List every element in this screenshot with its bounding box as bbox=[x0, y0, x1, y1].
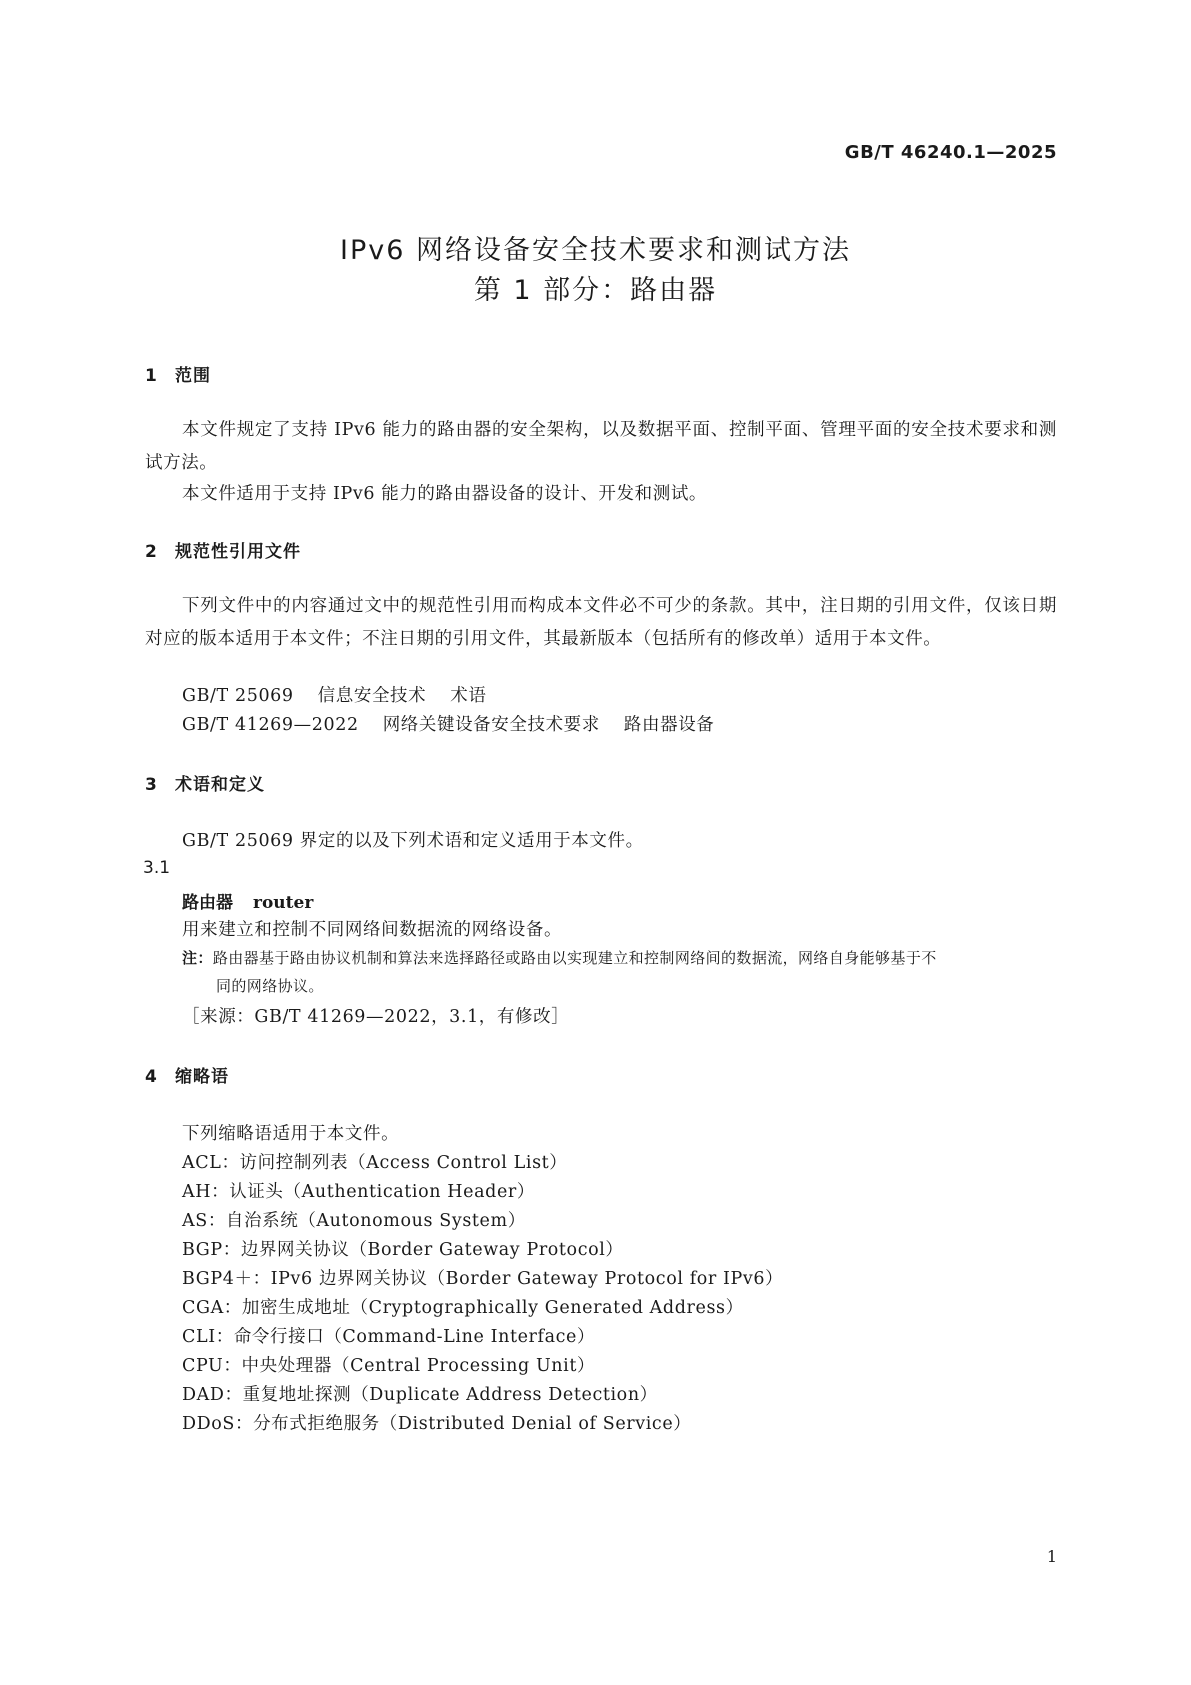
reference-title: 网络关键设备安全技术要求 bbox=[382, 715, 600, 735]
section-number: 2 bbox=[145, 542, 158, 562]
abbreviation-item: AS：自治系统（Autonomous System） bbox=[182, 1211, 526, 1231]
abbreviation-item: BGP4＋：IPv6 边界网关协议（Border Gateway Protocol for IPv6） bbox=[182, 1269, 784, 1289]
reference-subtitle: 路由器设备 bbox=[623, 715, 715, 735]
standard-number: GB/T 46240.1—2025 bbox=[844, 142, 1057, 163]
term-chinese: 路由器 bbox=[182, 893, 233, 913]
note-text-continued: 同的网络协议。 bbox=[216, 977, 324, 995]
section-heading-abbreviations bbox=[145, 1062, 229, 1087]
section-number: 1 bbox=[145, 366, 158, 386]
section-heading-normative-refs bbox=[145, 537, 301, 562]
term-entry bbox=[182, 888, 313, 913]
section-title: 范围 bbox=[175, 366, 211, 386]
document-subtitle: 第 1 部分：路由器 bbox=[473, 275, 718, 306]
abbreviation-item: DAD：重复地址探测（Duplicate Address Detection） bbox=[182, 1385, 658, 1405]
scope-paragraph-2: 本文件适用于支持 IPv6 能力的路由器设备的设计、开发和测试。 bbox=[182, 484, 708, 504]
abbreviation-item: CPU：中央处理器（Central Processing Unit） bbox=[182, 1356, 596, 1376]
abbreviation-item: DDoS：分布式拒绝服务（Distributed Denial of Service） bbox=[182, 1414, 692, 1434]
section-number: 3 bbox=[145, 775, 158, 795]
reference-item bbox=[182, 711, 714, 736]
term-english: router bbox=[253, 893, 314, 913]
section-number: 4 bbox=[145, 1067, 158, 1087]
section-title: 规范性引用文件 bbox=[175, 542, 301, 562]
page-number: 1 bbox=[1046, 1547, 1057, 1566]
abbreviation-item: CLI：命令行接口（Command-Line Interface） bbox=[182, 1327, 596, 1347]
normative-refs-intro: 下列文件中的内容通过文中的规范性引用而构成本文件必不可少的条款。其中，注日期的引用文件，仅该日期对应的版本适用于本文件；不注日期的引用文件，其最新版本（包括所有的修改单）适用于本文件。 bbox=[145, 596, 1057, 649]
document-title: IPv6 网络设备安全技术要求和测试方法 bbox=[340, 235, 851, 266]
abbreviation-item: AH：认证头（Authentication Header） bbox=[182, 1182, 535, 1202]
section-title: 缩略语 bbox=[175, 1067, 229, 1087]
term-source: ［来源：GB/T 41269—2022，3.1，有修改］ bbox=[182, 1007, 570, 1027]
reference-subtitle: 术语 bbox=[450, 686, 487, 706]
abbreviation-item: CGA：加密生成地址（Cryptographically Generated Address） bbox=[182, 1298, 744, 1318]
note-label: 注： bbox=[182, 949, 213, 967]
terms-intro: GB/T 25069 界定的以及下列术语和定义适用于本文件。 bbox=[182, 831, 644, 851]
clause-number: 3.1 bbox=[143, 858, 171, 878]
scope-paragraph-1: 本文件规定了支持 IPv6 能力的路由器的安全架构，以及数据平面、控制平面、管理平面的安全技术要求和测试方法。 bbox=[145, 420, 1057, 473]
abbreviation-item: BGP：边界网关协议（Border Gateway Protocol） bbox=[182, 1240, 624, 1260]
reference-code: GB/T 25069 bbox=[182, 686, 294, 706]
abbreviation-item: ACL：访问控制列表（Access Control List） bbox=[182, 1153, 568, 1173]
term-definition: 用来建立和控制不同网络间数据流的网络设备。 bbox=[182, 920, 563, 940]
section-title: 术语和定义 bbox=[175, 775, 265, 795]
section-heading-terms bbox=[145, 770, 265, 795]
note-text: 路由器基于路由协议机制和算法来选择路径或路由以实现建立和控制网络间的数据流，网络自身能够基于不 bbox=[212, 949, 937, 967]
reference-code: GB/T 41269—2022 bbox=[182, 715, 359, 735]
reference-item bbox=[182, 682, 486, 707]
term-note bbox=[182, 944, 1057, 1000]
abbreviations-intro: 下列缩略语适用于本文件。 bbox=[182, 1124, 400, 1144]
section-heading-scope bbox=[145, 361, 211, 386]
reference-title: 信息安全技术 bbox=[317, 686, 427, 706]
